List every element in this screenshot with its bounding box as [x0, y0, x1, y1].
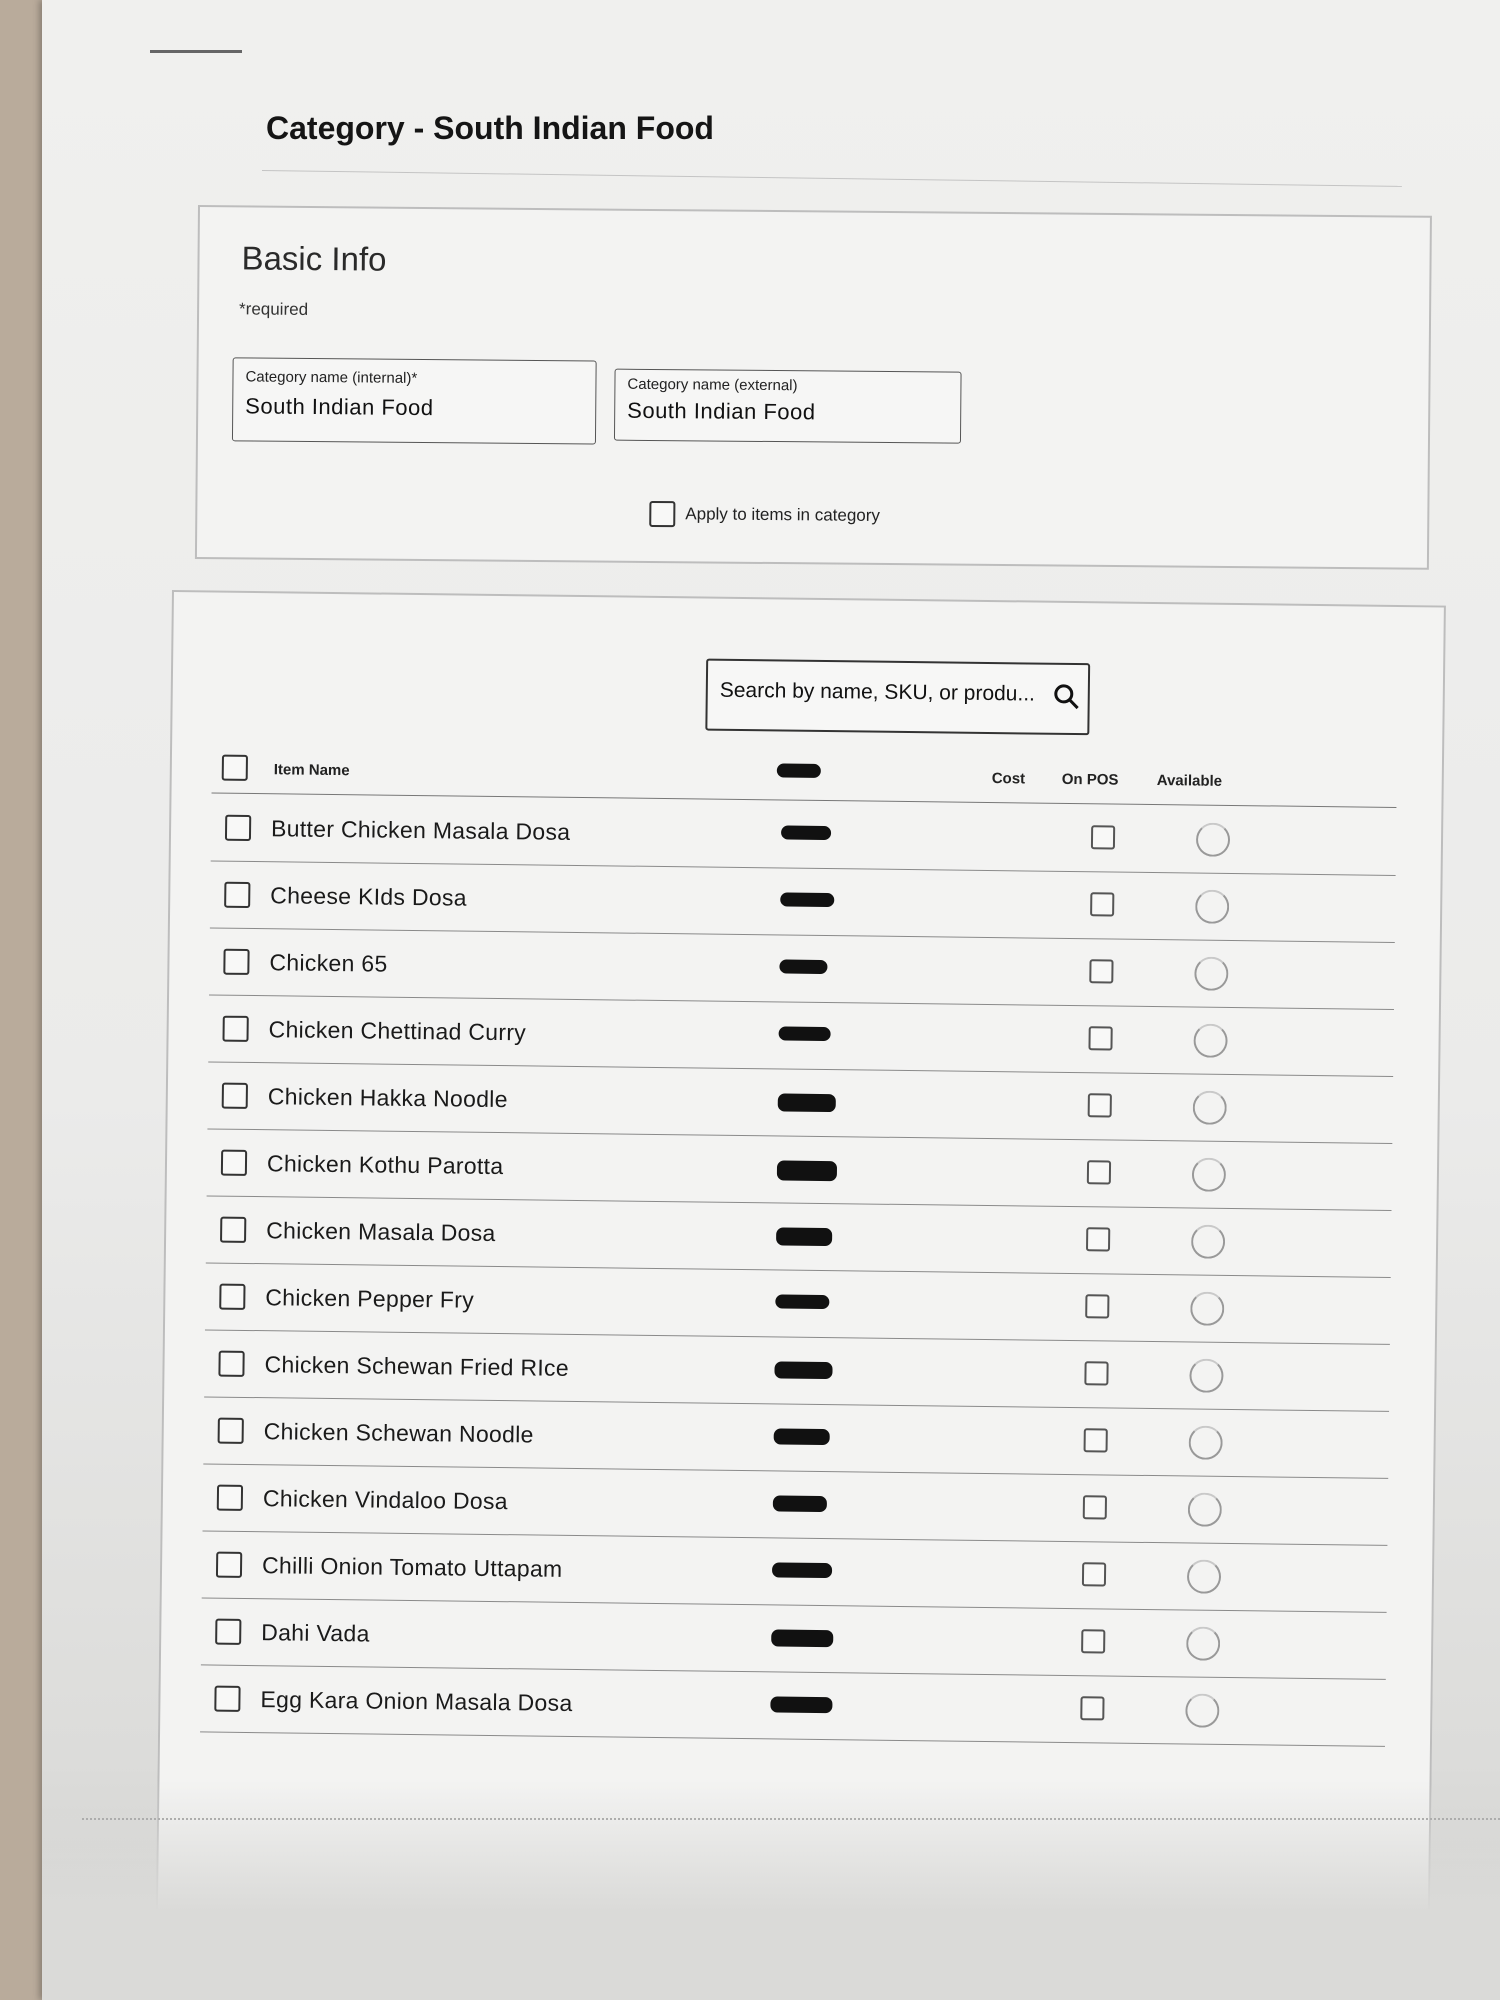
items-list	[200, 794, 1396, 1746]
redacted-value	[776, 1227, 832, 1251]
on-pos-checkbox[interactable]	[1080, 1696, 1104, 1720]
column-header-available: Available	[1156, 772, 1223, 790]
row-select-checkbox[interactable]	[224, 882, 250, 908]
item-name: Chicken Pepper Fry	[265, 1284, 475, 1313]
field-label: Category name (external)	[627, 375, 798, 395]
available-toggle[interactable]	[1196, 823, 1230, 857]
section-title: Basic Info	[241, 239, 387, 278]
apply-to-items-option	[649, 501, 880, 529]
printed-page	[42, 0, 1500, 2000]
available-toggle[interactable]	[1193, 1091, 1227, 1125]
row-select-checkbox[interactable]	[221, 1150, 247, 1176]
available-toggle[interactable]	[1185, 1693, 1219, 1727]
row-select-checkbox[interactable]	[222, 1083, 248, 1109]
redacted-value	[770, 1696, 832, 1718]
redacted-value	[781, 825, 831, 845]
basic-info-card	[195, 205, 1432, 570]
redacted-value	[780, 892, 834, 912]
table-row[interactable]	[200, 1665, 1386, 1746]
on-pos-checkbox[interactable]	[1084, 1361, 1108, 1385]
row-select-checkbox[interactable]	[223, 949, 249, 975]
on-pos-checkbox[interactable]	[1081, 1629, 1105, 1653]
row-select-checkbox[interactable]	[216, 1552, 242, 1578]
item-name: Chicken Masala Dosa	[266, 1217, 496, 1247]
on-pos-checkbox[interactable]	[1088, 1026, 1112, 1050]
item-name: Chicken Vindaloo Dosa	[262, 1485, 509, 1515]
item-name: Chilli Onion Tomato Uttapam	[261, 1552, 563, 1582]
available-toggle[interactable]	[1193, 1024, 1227, 1058]
redacted-value	[772, 1562, 832, 1583]
available-toggle[interactable]	[1187, 1559, 1221, 1593]
page-cut-line	[82, 1818, 1500, 1822]
available-toggle[interactable]	[1192, 1158, 1226, 1192]
available-toggle[interactable]	[1194, 957, 1228, 991]
category-name-internal-field[interactable]	[232, 357, 597, 444]
redacted-value	[773, 1495, 827, 1517]
row-select-checkbox[interactable]	[222, 1016, 248, 1042]
on-pos-checkbox[interactable]	[1082, 1562, 1106, 1586]
item-name: Chicken Kothu Parotta	[266, 1150, 504, 1180]
column-header-on-pos: On POS	[1061, 770, 1119, 789]
available-toggle[interactable]	[1186, 1626, 1220, 1660]
on-pos-checkbox[interactable]	[1086, 1227, 1110, 1251]
on-pos-checkbox[interactable]	[1088, 1093, 1112, 1117]
redacted-value	[774, 1428, 830, 1450]
row-select-checkbox[interactable]	[217, 1485, 243, 1511]
available-toggle[interactable]	[1190, 1291, 1224, 1325]
search-box[interactable]	[705, 659, 1090, 736]
item-name: Chicken Chettinad Curry	[268, 1016, 527, 1046]
redacted-column-header	[777, 763, 821, 782]
available-toggle[interactable]	[1188, 1425, 1222, 1459]
search-icon[interactable]	[1052, 683, 1080, 711]
item-name: Chicken Schewan Noodle	[263, 1418, 534, 1448]
apply-to-items-label: Apply to items in category	[685, 504, 881, 525]
item-name: Egg Kara Onion Masala Dosa	[260, 1686, 573, 1716]
category-name-external-field[interactable]	[614, 369, 962, 444]
row-select-checkbox[interactable]	[218, 1351, 244, 1377]
row-select-checkbox[interactable]	[225, 815, 251, 841]
row-select-checkbox[interactable]	[218, 1418, 244, 1444]
row-select-checkbox[interactable]	[214, 1686, 240, 1712]
page-title: Category - South Indian Food	[266, 110, 714, 146]
available-toggle[interactable]	[1189, 1358, 1223, 1392]
item-name: Chicken 65	[269, 949, 388, 977]
on-pos-checkbox[interactable]	[1090, 892, 1114, 916]
field-value: South Indian Food	[245, 393, 434, 421]
redacted-value	[775, 1294, 829, 1314]
redacted-value	[778, 1026, 830, 1046]
required-note: *required	[239, 299, 309, 319]
column-header-item-name: Item Name	[273, 761, 350, 780]
row-select-checkbox[interactable]	[215, 1619, 241, 1645]
on-pos-checkbox[interactable]	[1087, 1160, 1111, 1184]
on-pos-checkbox[interactable]	[1084, 1428, 1108, 1452]
available-toggle[interactable]	[1188, 1492, 1222, 1526]
redacted-value	[774, 1361, 832, 1384]
title-divider	[262, 170, 1402, 187]
available-toggle[interactable]	[1195, 890, 1229, 924]
redacted-value	[771, 1629, 833, 1652]
item-name: Cheese KIds Dosa	[270, 882, 468, 911]
redacted-value	[779, 959, 827, 979]
redacted-value	[778, 1093, 836, 1117]
item-name: Dahi Vada	[261, 1619, 370, 1647]
item-name: Chicken Schewan Fried RIce	[264, 1351, 570, 1381]
row-select-checkbox[interactable]	[220, 1217, 246, 1243]
on-pos-checkbox[interactable]	[1091, 825, 1115, 849]
on-pos-checkbox[interactable]	[1083, 1495, 1107, 1519]
column-header-cost: Cost	[991, 770, 1026, 788]
available-toggle[interactable]	[1191, 1225, 1225, 1259]
on-pos-checkbox[interactable]	[1089, 959, 1113, 983]
search-input[interactable]	[720, 679, 1050, 707]
select-all-checkbox[interactable]	[222, 755, 248, 781]
items-card	[154, 590, 1446, 2000]
field-value: South Indian Food	[627, 397, 816, 425]
pen-mark	[150, 50, 242, 53]
row-select-checkbox[interactable]	[219, 1284, 245, 1310]
item-name: Chicken Hakka Noodle	[267, 1083, 508, 1113]
apply-to-items-checkbox[interactable]	[649, 501, 675, 527]
item-name: Butter Chicken Masala Dosa	[270, 815, 571, 845]
field-label: Category name (internal)*	[245, 368, 418, 387]
redacted-value	[777, 1160, 837, 1186]
on-pos-checkbox[interactable]	[1085, 1294, 1109, 1318]
